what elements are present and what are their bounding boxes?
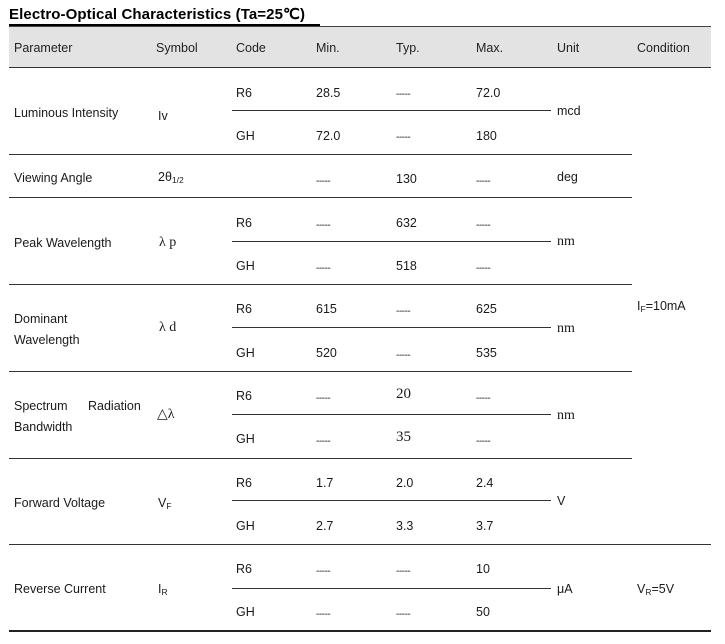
typ-cell: 35 xyxy=(396,429,411,445)
typ-cell: 3.3 xyxy=(396,519,414,533)
symbol-vf: $V_F$ xyxy=(158,496,172,511)
table-header xyxy=(9,26,711,68)
max-cell: 535 xyxy=(476,346,497,360)
min-cell: 1.7 xyxy=(316,476,334,490)
min-cell: 72.0 xyxy=(316,129,341,143)
max-cell: 3.7 xyxy=(476,519,494,533)
min-cell: 2.7 xyxy=(316,519,334,533)
header-max: Max. xyxy=(476,41,504,55)
min-cell: ----- xyxy=(316,263,331,274)
header-unit: Unit xyxy=(557,41,580,55)
row-divider xyxy=(9,284,632,285)
table-title: Electro-Optical Characteristics (Ta=25℃) xyxy=(9,6,306,23)
max-cell: ----- xyxy=(476,393,491,404)
typ-cell: 130 xyxy=(396,172,417,186)
unit-nm: nm xyxy=(557,408,575,423)
min-cell: ----- xyxy=(316,566,331,577)
sub-row-divider xyxy=(232,588,551,589)
symbol-lambda-p: λ p xyxy=(159,235,177,250)
min-cell: ----- xyxy=(316,220,331,231)
row-divider xyxy=(9,371,632,372)
min-cell: ----- xyxy=(316,176,331,187)
unit-ua: μA xyxy=(557,582,573,596)
sub-row-divider xyxy=(232,327,551,328)
min-cell: ----- xyxy=(316,609,331,620)
max-cell: 180 xyxy=(476,129,497,143)
min-cell: 28.5 xyxy=(316,86,341,100)
typ-cell: ----- xyxy=(396,350,411,361)
typ-cell: ----- xyxy=(396,132,411,143)
max-cell: 72.0 xyxy=(476,86,501,100)
code-cell: R6 xyxy=(236,476,252,490)
param-spectrum-word2: Radiation xyxy=(88,399,141,413)
unit-mcd: mcd xyxy=(557,104,581,118)
param-forward-voltage: Forward Voltage xyxy=(14,496,106,510)
max-cell: ----- xyxy=(476,263,491,274)
typ-cell: 518 xyxy=(396,259,417,273)
row-divider xyxy=(9,544,711,545)
code-cell: GH xyxy=(236,129,255,143)
header-parameter: Parameter xyxy=(14,41,73,55)
param-peak-wavelength: Peak Wavelength xyxy=(14,236,112,250)
code-cell: R6 xyxy=(236,389,252,403)
code-cell: R6 xyxy=(236,216,252,230)
typ-cell: ----- xyxy=(396,306,411,317)
max-cell: ----- xyxy=(476,220,491,231)
param-reverse-current: Reverse Current xyxy=(14,582,106,596)
symbol-delta-lambda: △λ xyxy=(157,407,175,422)
max-cell: 50 xyxy=(476,605,490,619)
max-cell: 10 xyxy=(476,562,490,576)
min-cell: 615 xyxy=(316,302,337,316)
unit-nm: nm xyxy=(557,234,575,249)
condition-vr: $V_R=5V$ xyxy=(637,582,675,597)
code-cell: R6 xyxy=(236,86,252,100)
row-divider xyxy=(9,154,632,155)
symbol-iv: Iv xyxy=(158,109,168,123)
typ-cell: ----- xyxy=(396,89,411,100)
min-cell: 520 xyxy=(316,346,337,360)
table-bottom-border xyxy=(9,630,711,632)
typ-cell: 20 xyxy=(396,386,411,402)
param-spectrum-word1: Spectrum xyxy=(14,399,68,413)
code-cell: GH xyxy=(236,259,255,273)
param-spectrum-bandwidth: Bandwidth xyxy=(14,420,73,434)
max-cell: 625 xyxy=(476,302,497,316)
code-cell: GH xyxy=(236,519,255,533)
param-luminous-intensity: Luminous Intensity xyxy=(14,106,119,120)
code-cell: R6 xyxy=(236,302,252,316)
header-min: Min. xyxy=(316,41,340,55)
typ-cell: 2.0 xyxy=(396,476,414,490)
code-cell: GH xyxy=(236,605,255,619)
typ-cell: 632 xyxy=(396,216,417,230)
sub-row-divider xyxy=(232,110,551,111)
symbol-ir: $I_R$ xyxy=(158,582,168,597)
max-cell: 2.4 xyxy=(476,476,494,490)
code-cell: R6 xyxy=(236,562,252,576)
param-dominant-wavelength: Dominant Wavelength xyxy=(14,312,80,347)
sub-row-divider xyxy=(232,500,551,501)
header-condition: Condition xyxy=(637,41,690,55)
symbol-2theta: $2\theta_{1/2}$ xyxy=(158,170,184,185)
row-divider xyxy=(9,197,632,198)
unit-deg: deg xyxy=(557,170,578,184)
condition-if: $I_F=10mA$ xyxy=(637,299,686,314)
header-code: Code xyxy=(236,41,266,55)
row-divider xyxy=(9,458,632,459)
typ-cell: ----- xyxy=(396,609,411,620)
param-viewing-angle: Viewing Angle xyxy=(14,171,93,185)
min-cell: ----- xyxy=(316,393,331,404)
min-cell: ----- xyxy=(316,436,331,447)
code-cell: GH xyxy=(236,432,255,446)
max-cell: ----- xyxy=(476,176,491,187)
header-divider xyxy=(9,67,711,68)
code-cell: GH xyxy=(236,346,255,360)
sub-row-divider xyxy=(232,241,551,242)
sub-row-divider xyxy=(232,414,551,415)
symbol-lambda-d: λ d xyxy=(159,320,177,335)
max-cell: ----- xyxy=(476,436,491,447)
typ-cell: ----- xyxy=(396,566,411,577)
unit-v: V xyxy=(557,494,566,508)
header-symbol: Symbol xyxy=(156,41,198,55)
header-typ: Typ. xyxy=(396,41,420,55)
unit-nm: nm xyxy=(557,321,575,336)
